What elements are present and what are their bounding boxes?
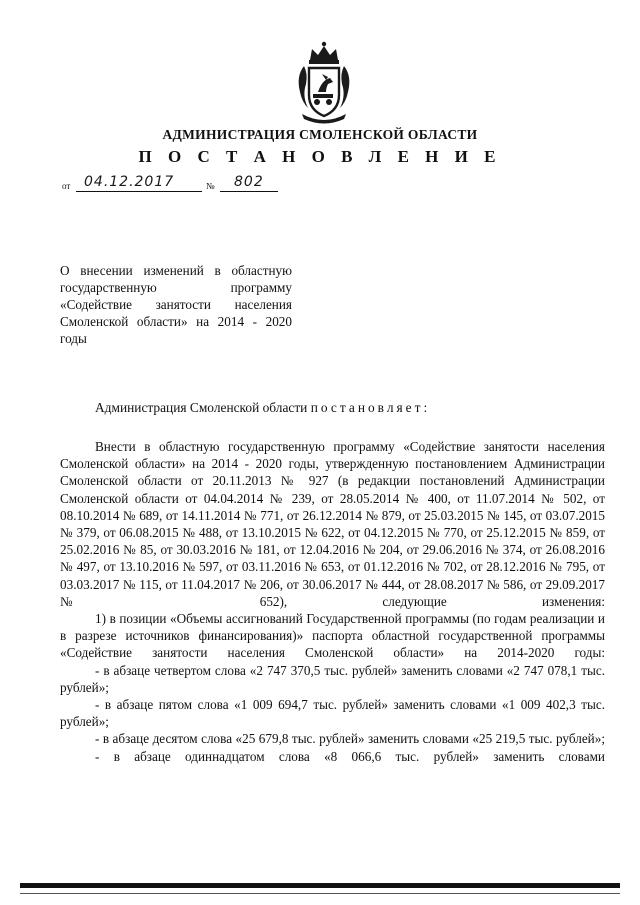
body-paragraph: Внести в областную государственную программу «Содействие занятости населения Смоленской области» на 2014 - 2020 годы, утвержденную постановлением Администрации Смоленской области от 20.11.2013 № 927 (в редакции постановлений Администрации Смоленской области от 04.04.2014 № 239, от 28.05.2014 № 400, от 11.07.2014 № 502, от 08.10.2014 № 689, от 14.11.2014 № 771, от 26.12.2014 № 879, от 25.03.2015 № 145, от 03.07.2015 № 379, от 06.08.2015 № 488, от 13.10.2015 № 622, от 04.12.2015 № 770, от 25.12.2015 № 859, от 25.02.2016 № 85, от 30.03.2016 № 181, от 12.04.2016 № 204, от 29.06.2016 № 374, от 26.08.2016 № 497, от 13.10.2016 № 597, от 03.11.2016 № 653, от 01.12.2016 № 702, от 28.12.2016 № 795, от 03.03.2017 № 115, от 11.04.2017 № 206, от 30.06.2017 № 444, от 28.08.2017 № 586, от 29.09.2017 № 652), следующие изменения: — [60, 439, 605, 609]
date-underline — [76, 191, 202, 192]
number-label: № — [206, 181, 215, 191]
preamble — [95, 400, 430, 416]
page-bottom-border-thin — [20, 893, 620, 894]
body-paragraph: - в абзаце пятом слова «1 009 694,7 тыс. рублей» заменить словами «1 009 402,3 тыс. рублей»; — [60, 697, 605, 730]
number-value: 802 — [234, 174, 264, 190]
preamble-verb: постановляет: — [310, 400, 431, 415]
body-paragraph: - в абзаце одиннадцатом слова «8 066,6 тыс. рублей» заменить словами — [95, 748, 605, 764]
body-paragraph: 1) в позиции «Объемы ассигнований Государственной программы (по годам реализации и в разрезе источников финансирования)» паспорта областной государственной программы «Содействие занятости населения Смоленской области» на 2014-2020 годы: — [60, 611, 605, 661]
coat-of-arms-icon — [292, 40, 356, 124]
document-subject: О внесении изменений в областную государственную программу «Содействие занятости населения Смоленской области» на 2014 - 2020 годы — [60, 263, 292, 346]
document-body — [60, 438, 605, 765]
body-paragraph: - в абзаце десятом слова «25 679,8 тыс. рублей» заменить словами «25 219,5 тыс. рублей»; — [95, 731, 605, 747]
preamble-text: Администрация Смоленской области — [95, 400, 308, 415]
date-value: 04.12.2017 — [84, 174, 175, 190]
date-label: от — [62, 181, 71, 191]
document-type-title: П О С Т А Н О В Л Е Н И Е — [138, 147, 502, 166]
page-bottom-border — [20, 883, 620, 888]
number-underline — [220, 191, 278, 192]
body-paragraph: - в абзаце четвертом слова «2 747 370,5 тыс. рублей» заменить словами «2 747 078,1 тыс. рублей»; — [60, 662, 605, 695]
organization-name: АДМИНИСТРАЦИЯ СМОЛЕНСКОЙ ОБЛАСТИ — [162, 127, 478, 142]
date-number-line — [62, 174, 282, 194]
